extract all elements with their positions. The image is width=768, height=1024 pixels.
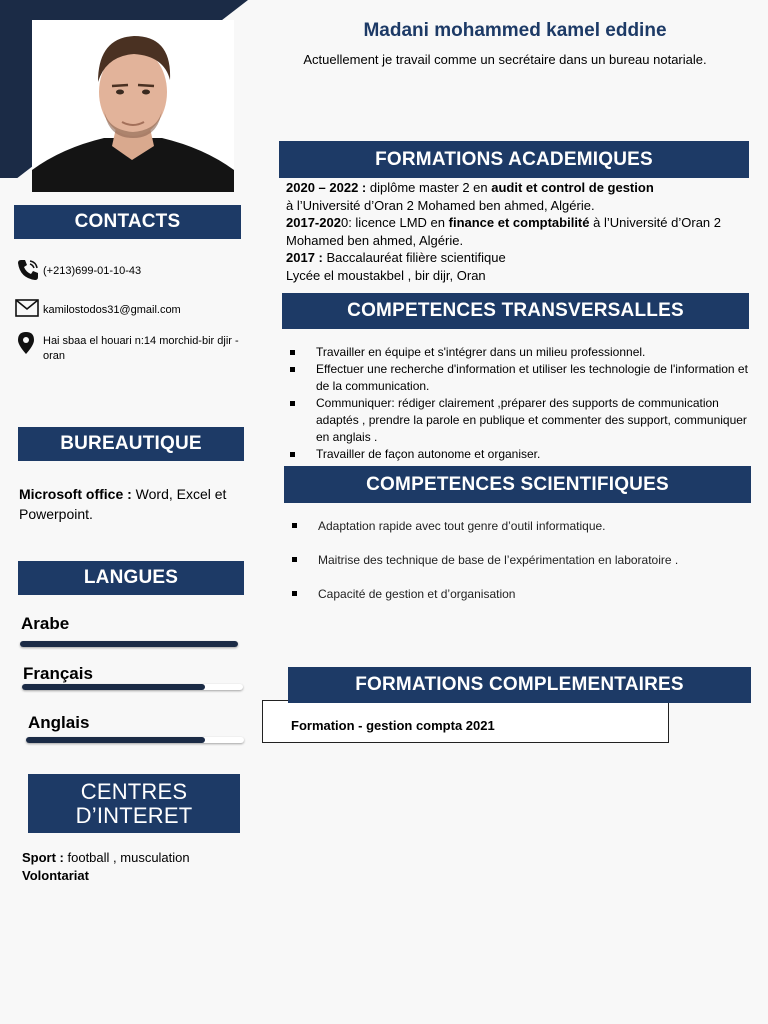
language-label: Anglais — [28, 713, 90, 732]
formations-list — [286, 179, 756, 284]
list-item: Effectuer une recherche d'information et utiliser les technologie de l'information et de la communication. — [286, 361, 748, 395]
formation-text: à l’Université d’Oran 2 Mohamed ben ahmed, Algérie. — [286, 197, 595, 213]
list-item: Capacité de gestion et d’organisation — [288, 586, 748, 603]
transversales-list — [286, 344, 748, 463]
language-bar-fill — [26, 737, 205, 743]
map-pin-icon — [18, 332, 34, 359]
contacts-header: CONTACTS — [14, 205, 241, 239]
formation-item — [286, 249, 756, 284]
list-item: Travailler de façon autonome et organiser. — [286, 446, 748, 463]
formation-date-tail: 0 — [340, 215, 349, 230]
bureautique-header: BUREAUTIQUE — [18, 427, 244, 461]
language-bar — [26, 737, 244, 743]
complementaires-header: FORMATIONS COMPLEMENTAIRES — [288, 667, 751, 703]
scientifiques-header: COMPETENCES SCIENTIFIQUES — [284, 466, 751, 503]
language-bar — [20, 641, 238, 647]
language-label: Français — [23, 664, 93, 683]
language-bar-fill — [20, 641, 238, 647]
address-text: Hai sbaa el houari n:14 morchid-bir djir -oran — [43, 335, 239, 362]
scientifiques-list — [288, 518, 748, 620]
interets-header: CENTRES D’INTERET — [28, 774, 240, 833]
phone-icon — [16, 258, 40, 287]
list-item: Maitrise des technique de base de l’expérimentation en laboratoire . — [288, 552, 748, 569]
bureautique-value: Word, Excel et Powerpoint. — [19, 486, 227, 522]
formation-date: 2017 : — [286, 250, 323, 265]
langues-header: LANGUES — [18, 561, 244, 595]
language-bar — [22, 684, 243, 690]
phone-text: (+213)699-01-10-43 — [43, 265, 142, 277]
language-label: Arabe — [21, 614, 70, 633]
bureautique-label: Microsoft office : — [19, 486, 132, 502]
complementaires-item: Formation - gestion compta 2021 — [291, 718, 495, 733]
list-item: Adaptation rapide avec tout genre d’outil informatique. — [288, 518, 748, 535]
bureautique-text — [19, 484, 244, 524]
list-item: Communiquer: rédiger clairement ,préparer des supports de communication adaptés , prendre la parole en publique et commenter des support, communiquer en anglais . — [286, 395, 748, 446]
formations-header: FORMATIONS ACADEMIQUES — [279, 141, 749, 178]
formation-text: Lycée el moustakbel , bir dijr, Oran — [286, 267, 486, 283]
formation-specialty: audit et control de gestion — [491, 180, 654, 195]
volontariat-label: Volontariat — [22, 868, 89, 883]
envelope-icon — [15, 299, 39, 322]
email-text[interactable]: kamilostodos31@gmail.com — [43, 304, 181, 316]
language-bar-fill — [22, 684, 205, 690]
portrait-image — [32, 20, 234, 192]
sport-value: football , musculation — [63, 850, 190, 865]
formation-text: diplôme master 2 en — [366, 180, 492, 195]
formation-text: : licence LMD en — [348, 215, 449, 230]
formation-item — [286, 214, 756, 249]
transversales-header: COMPETENCES TRANSVERSALLES — [282, 293, 749, 329]
formation-date: 2020 – 2022 : — [286, 180, 367, 195]
list-item: Travailler en équipe et s'intégrer dans un milieu professionnel. — [286, 344, 748, 361]
formation-item — [286, 179, 756, 214]
sport-label: Sport : — [22, 850, 64, 865]
formation-date: 2017-202 — [286, 215, 341, 230]
intro-text: Actuellement je travail comme un secrétaire dans un bureau notariale. — [303, 52, 707, 67]
formation-text: Baccalauréat filière scientifique — [322, 250, 506, 265]
candidate-name: Madani mohammed kamel eddine — [363, 20, 667, 41]
formation-text: à l’Université d’Oran 2 Mohamed ben ahmed, Algérie. — [286, 215, 721, 248]
profile-photo — [32, 20, 234, 192]
formation-specialty: finance et comptabilité — [448, 215, 590, 230]
interets-text — [22, 849, 190, 885]
